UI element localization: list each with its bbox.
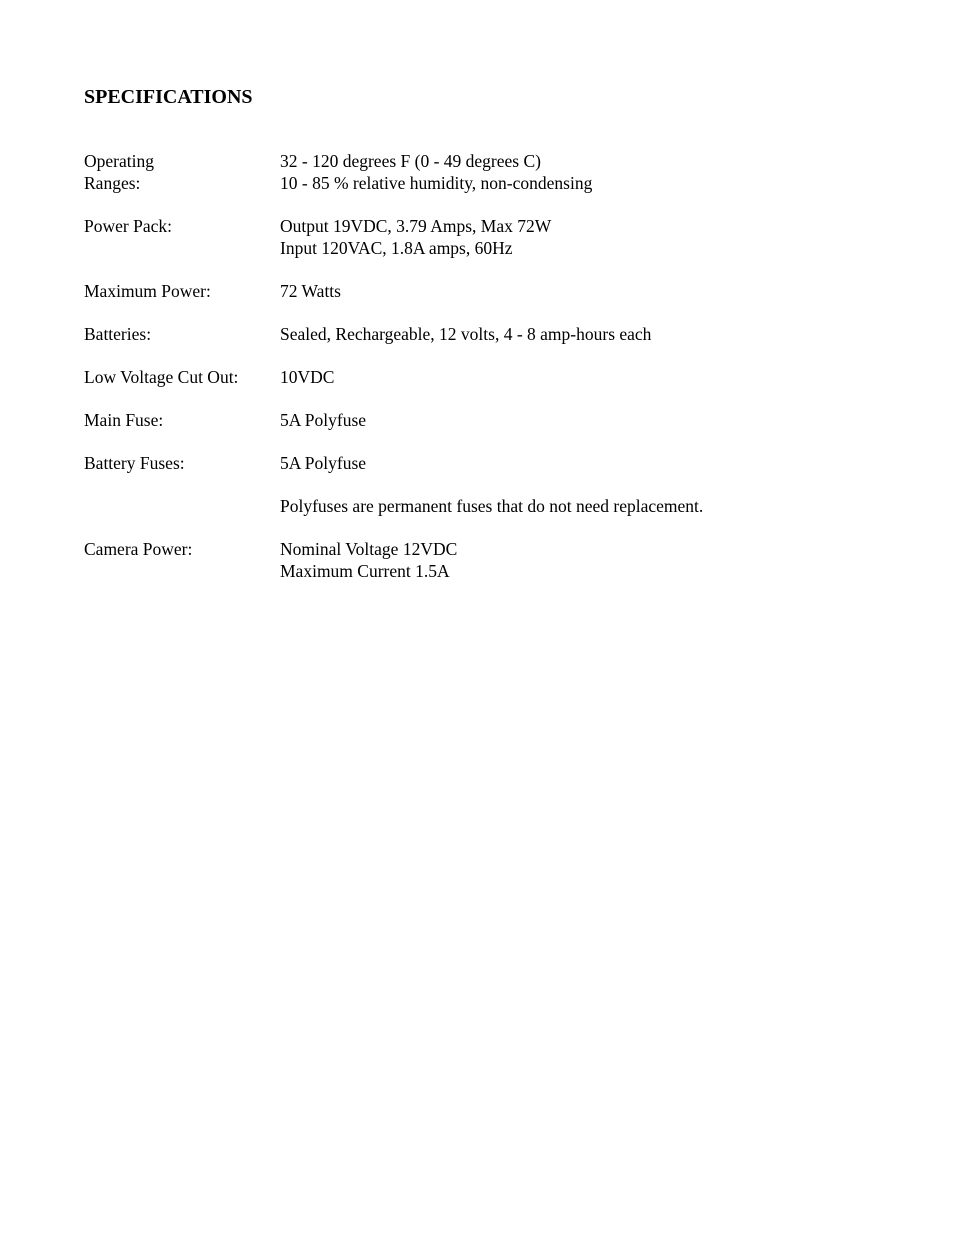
spec-values [280,452,884,474]
spec-label: Operating Ranges: [84,151,154,193]
spec-row-main-fuse [84,409,884,431]
spec-row-polyfuse-note [84,495,884,517]
spec-value: Sealed, Rechargeable, 12 volts, 4 - 8 amp-hours each [280,324,652,344]
spec-values [280,215,884,259]
spec-value: 10VDC [280,367,335,387]
spec-value: 5A Polyfuse [280,410,367,430]
spec-values [280,495,884,517]
spec-values [280,323,884,345]
spec-label: Main Fuse: [84,410,164,430]
spec-values [280,409,884,431]
spec-row-low-voltage-cut-out [84,366,884,388]
spec-label: Power Pack: [84,216,172,236]
spec-value: Input 120VAC, 1.8A amps, 60Hz [280,238,513,258]
spec-row-batteries [84,323,884,345]
spec-values [280,366,884,388]
spec-row-camera-power [84,538,884,582]
spec-label: Battery Fuses: [84,453,185,473]
spec-values [280,538,884,582]
spec-value: Output 19VDC, 3.79 Amps, Max 72W [280,216,552,236]
spec-value: Nominal Voltage 12VDC [280,539,458,559]
spec-label: Batteries: [84,324,152,344]
spec-value: 32 - 120 degrees F (0 - 49 degrees C) [280,151,541,171]
spec-label: Maximum Power: [84,281,211,301]
spec-values [280,150,884,194]
spec-value: 5A Polyfuse [280,453,367,473]
specifications-list [84,150,884,582]
spec-value: Maximum Current 1.5A [280,561,450,581]
spec-value: 72 Watts [280,281,341,301]
spec-row-maximum-power [84,280,884,302]
page-title: SPECIFICATIONS [84,86,253,108]
spec-value: 10 - 85 % relative humidity, non-condensing [280,173,593,193]
spec-label: Camera Power: [84,539,193,559]
spec-values [280,280,884,302]
spec-row-power-pack [84,215,884,259]
spec-row-battery-fuses [84,452,884,474]
spec-note: Polyfuses are permanent fuses that do not need replacement. [280,496,704,516]
spec-label [84,495,280,517]
spec-row-operating-ranges [84,150,884,194]
spec-label: Low Voltage Cut Out: [84,367,239,387]
